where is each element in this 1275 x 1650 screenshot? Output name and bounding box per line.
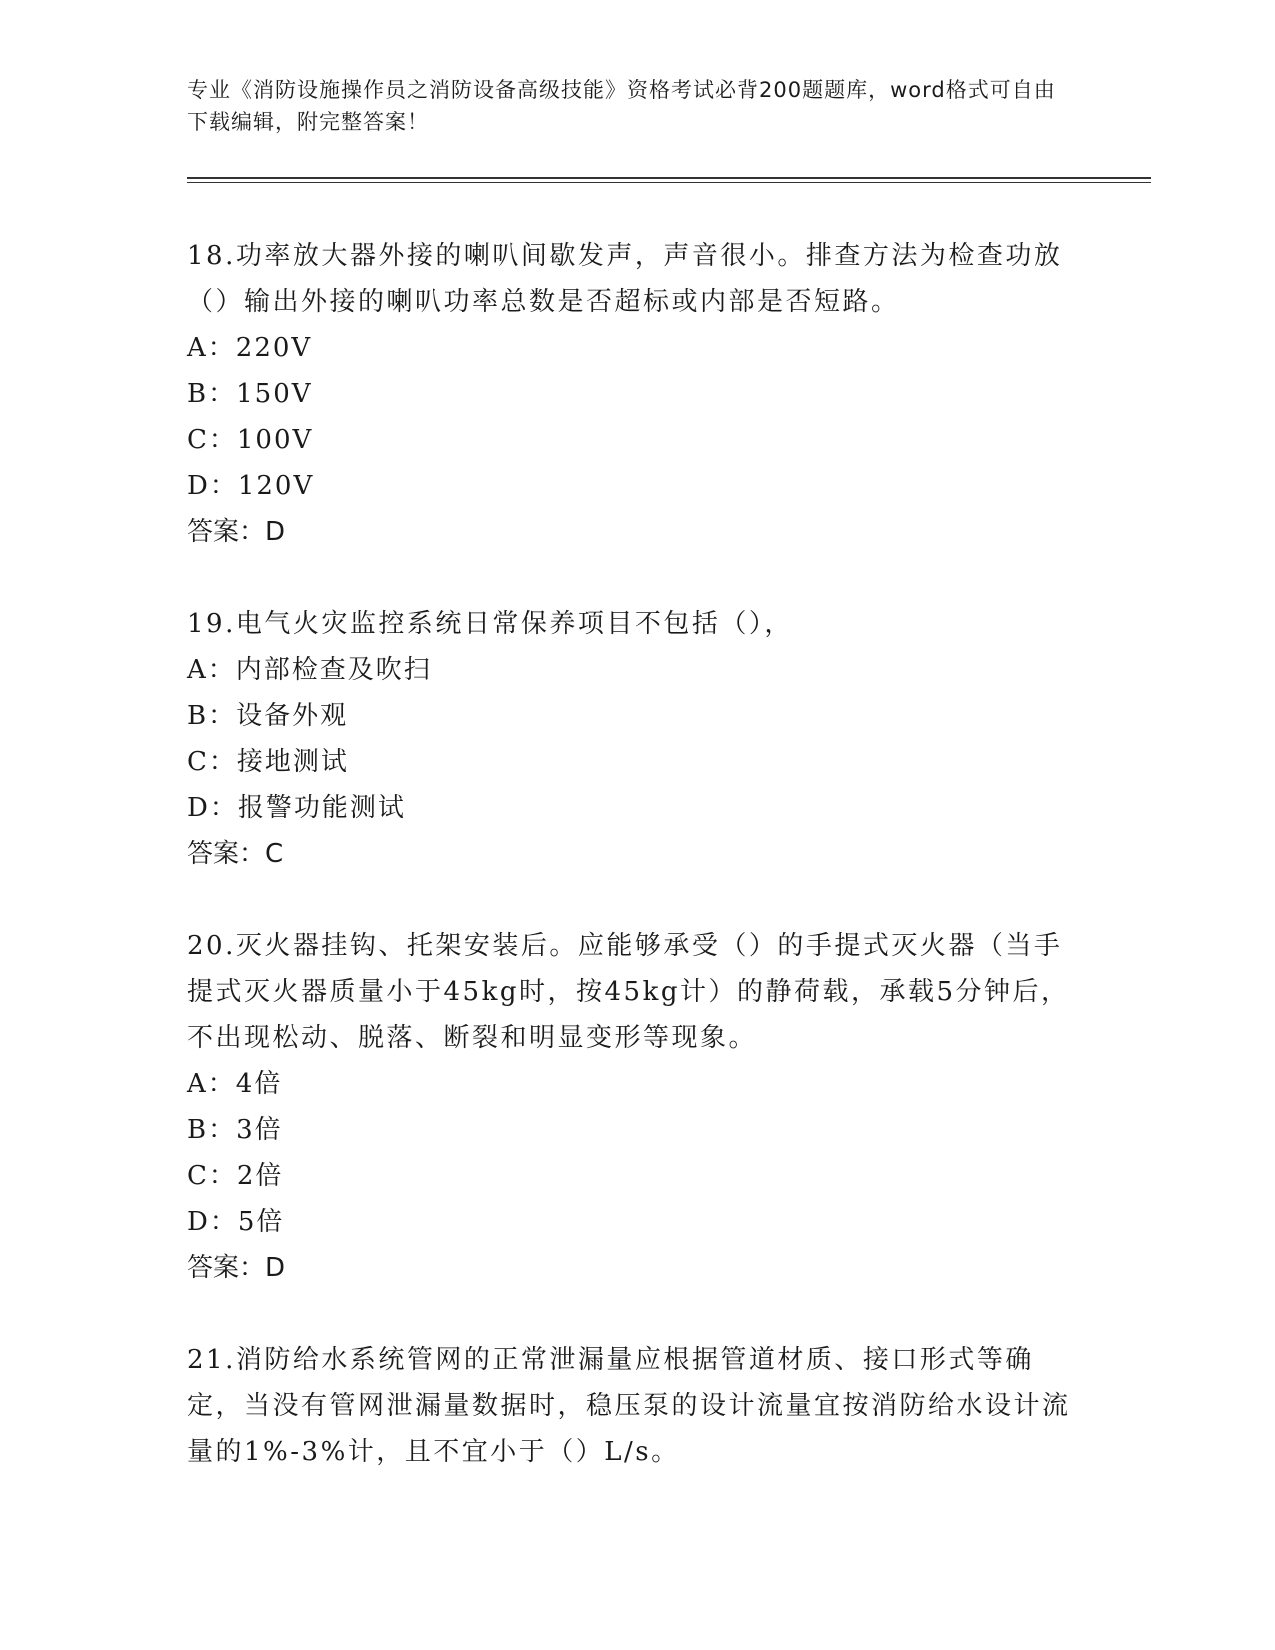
question-spacer	[187, 1291, 1087, 1337]
question-19	[187, 601, 1087, 877]
question-stem: 19.电气火灾监控系统日常保养项目不包括（），	[187, 609, 793, 639]
question-20	[187, 923, 1087, 1291]
option-c: C：100V	[187, 425, 314, 455]
option-a: A：内部检查及吹扫	[187, 655, 432, 685]
question-stem: 21.消防给水系统管网的正常泄漏量应根据管道材质、接口形式等确定，当没有管网泄漏量数据时，稳压泵的设计流量宜按消防给水设计流量的1%-3%计，且不宜小于（）L/s。	[187, 1345, 1071, 1467]
question-stem: 18.功率放大器外接的喇叭间歇发声，声音很小。排查方法为检查功放（）输出外接的喇叭功率总数是否超标或内部是否短路。	[187, 241, 1063, 317]
question-spacer	[187, 877, 1087, 923]
header-divider-thin	[187, 182, 1151, 183]
question-list	[187, 233, 1087, 1475]
option-d: D：120V	[187, 471, 315, 501]
document-header: 专业《消防设施操作员之消防设备高级技能》资格考试必背200题题库，word格式可自由下载编辑，附完整答案！	[187, 78, 1056, 134]
option-c: C：接地测试	[187, 747, 349, 777]
option-a: A：4倍	[187, 1069, 283, 1099]
answer-line: 答案：D	[187, 1253, 286, 1283]
question-stem: 20.灭火器挂钩、托架安装后。应能够承受（）的手提式灭火器（当手提式灭火器质量小于45kg时，按45kg计）的静荷载，承载5分钟后，不出现松动、脱落、断裂和明显变形等现象。	[187, 931, 1070, 1053]
option-b: B：3倍	[187, 1115, 283, 1145]
question-spacer	[187, 555, 1087, 601]
question-18	[187, 233, 1087, 555]
header-divider-thick	[187, 177, 1151, 179]
option-a: A：220V	[187, 333, 313, 363]
option-c: C：2倍	[187, 1161, 284, 1191]
option-b: B：设备外观	[187, 701, 349, 731]
answer-line: 答案：C	[187, 839, 284, 869]
option-b: B：150V	[187, 379, 313, 409]
question-21	[187, 1337, 1087, 1475]
option-d: D：报警功能测试	[187, 793, 406, 823]
answer-line: 答案：D	[187, 517, 286, 547]
option-d: D：5倍	[187, 1207, 285, 1237]
